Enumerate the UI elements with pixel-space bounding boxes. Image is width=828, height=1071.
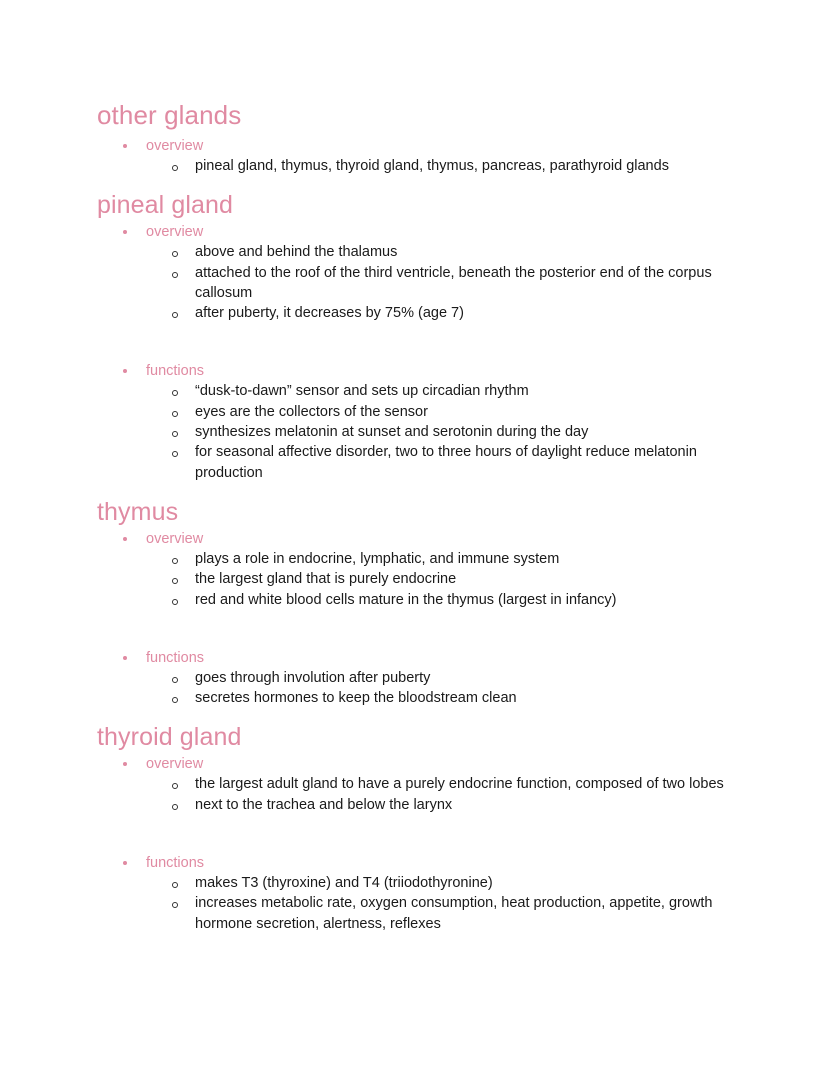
list-item: goes through involution after puberty [146, 668, 737, 688]
section-thymus [97, 495, 737, 708]
hollow-bullet-icon [172, 165, 178, 171]
hollow-bullet-icon [172, 451, 178, 457]
section-thyroid-gland [97, 720, 737, 933]
group-item [97, 361, 737, 482]
item-list [146, 873, 737, 934]
group-label: overview [146, 138, 204, 154]
item-list [146, 774, 737, 815]
group-item [97, 648, 737, 709]
group-item [97, 754, 737, 815]
group-label: functions [146, 363, 205, 380]
hollow-bullet-icon [172, 882, 178, 888]
list-item: the largest gland that is purely endocrine [146, 569, 737, 589]
group-item [97, 529, 737, 610]
group-list [97, 529, 737, 708]
group-list [97, 222, 737, 483]
item-list [146, 381, 737, 482]
bullet-icon [123, 537, 127, 541]
group-item [97, 222, 737, 323]
bullet-icon [123, 861, 127, 865]
section-heading: pineal gland [97, 191, 234, 220]
group-label: overview [146, 756, 204, 773]
section-heading: other glands [97, 100, 242, 130]
list-item: eyes are the collectors of the sensor [146, 402, 737, 422]
hollow-bullet-icon [172, 599, 178, 605]
hollow-bullet-icon [172, 804, 178, 810]
list-item: the largest adult gland to have a purely endocrine function, composed of two lobes [146, 774, 737, 794]
section-pineal-gland [97, 188, 737, 483]
group-item [97, 853, 737, 934]
group-label: overview [146, 530, 204, 547]
bullet-icon [123, 369, 127, 373]
list-item: red and white blood cells mature in the thymus (largest in infancy) [146, 590, 737, 610]
hollow-bullet-icon [172, 390, 178, 396]
list-item: after puberty, it decreases by 75% (age 7) [146, 303, 737, 323]
section-heading: thyroid gland [97, 723, 242, 752]
hollow-bullet-icon [172, 697, 178, 703]
hollow-bullet-icon [172, 902, 178, 908]
list-item: next to the trachea and below the larynx [146, 795, 737, 815]
list-item: plays a role in endocrine, lymphatic, and immune system [146, 549, 737, 569]
hollow-bullet-icon [172, 783, 178, 789]
group-list [97, 754, 737, 933]
list-item: attached to the roof of the third ventricle, beneath the posterior end of the corpus callosum [146, 263, 737, 304]
hollow-bullet-icon [172, 312, 178, 318]
list-item: secretes hormones to keep the bloodstream clean [146, 688, 737, 708]
bullet-icon [123, 656, 127, 660]
group-list [97, 136, 737, 176]
section-other-glands [97, 98, 737, 176]
group-label: overview [146, 224, 204, 241]
hollow-bullet-icon [172, 272, 178, 278]
bullet-icon [123, 762, 127, 766]
spacer [97, 610, 737, 648]
group-label: functions [146, 855, 205, 872]
bullet-icon [123, 230, 127, 234]
hollow-bullet-icon [172, 431, 178, 437]
item-list [146, 668, 737, 709]
hollow-bullet-icon [172, 411, 178, 417]
item-list [146, 549, 737, 610]
list-item: pineal gland, thymus, thyroid gland, thymus, pancreas, parathyroid glands [146, 156, 737, 176]
group-label: functions [146, 649, 205, 666]
group-item [97, 136, 737, 176]
bullet-icon [123, 144, 127, 148]
item-list [146, 156, 737, 176]
hollow-bullet-icon [172, 558, 178, 564]
item-list [146, 242, 737, 323]
list-item: for seasonal affective disorder, two to three hours of daylight reduce melatonin production [146, 442, 737, 483]
hollow-bullet-icon [172, 251, 178, 257]
document-page [97, 98, 737, 934]
list-item: increases metabolic rate, oxygen consumption, heat production, appetite, growth hormone secretion, alertness, reflexes [146, 893, 737, 934]
spacer [97, 815, 737, 853]
hollow-bullet-icon [172, 578, 178, 584]
spacer [97, 323, 737, 361]
list-item: “dusk-to-dawn” sensor and sets up circadian rhythm [146, 381, 737, 401]
hollow-bullet-icon [172, 677, 178, 683]
list-item: above and behind the thalamus [146, 242, 737, 262]
list-item: synthesizes melatonin at sunset and serotonin during the day [146, 422, 737, 442]
section-heading: thymus [97, 497, 179, 526]
list-item: makes T3 (thyroxine) and T4 (triiodothyronine) [146, 873, 737, 893]
